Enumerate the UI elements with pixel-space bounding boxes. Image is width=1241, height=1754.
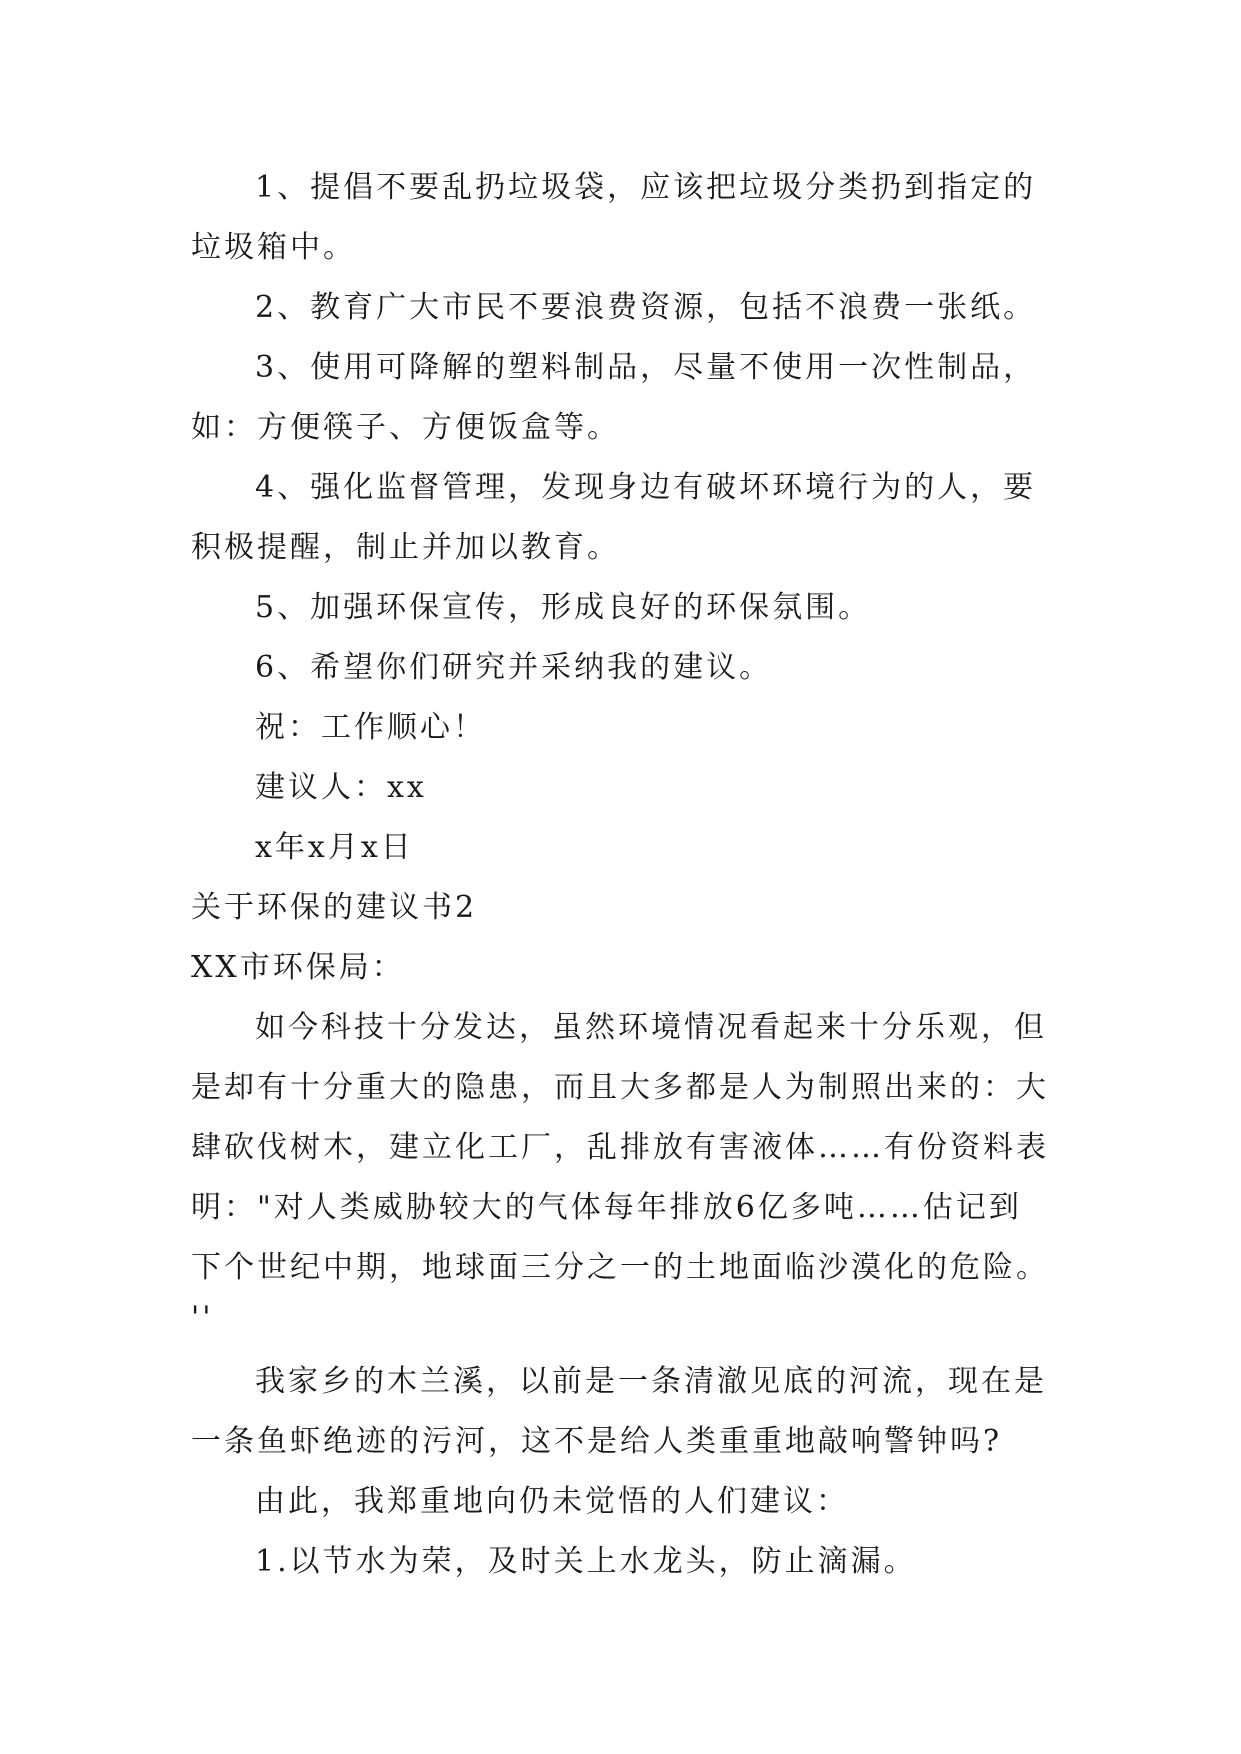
closing-wish: 祝：工作顺心！ (255, 710, 486, 745)
letter2-body1-line3: 肆砍伐树木，建立化工厂，乱排放有害液体……有份资料表 (191, 1130, 1049, 1165)
letter2-body1-line6: '' (191, 1300, 214, 1335)
suggestion-4-line2: 积极提醒，制止并加以教育。 (191, 530, 620, 565)
letter2-body1-line4: 明："对人类威胁较大的气体每年排放6亿多吨……估记到 (191, 1190, 1022, 1225)
letter2-addressee: XX市环保局： (191, 950, 405, 985)
letter2-body2-line1: 我家乡的木兰溪，以前是一条清澈见底的河流，现在是 (255, 1364, 1047, 1399)
suggestion-2: 2、教育广大市民不要浪费资源，包括不浪费一张纸。 (255, 290, 1037, 325)
signer: 建议人：xx (255, 770, 427, 805)
suggestion-5: 5、加强环保宣传，形成良好的环保氛围。 (255, 590, 872, 625)
letter2-body3: 由此，我郑重地向仍未觉悟的人们建议： (255, 1484, 849, 1519)
suggestion-1-line2: 垃圾箱中。 (191, 230, 356, 265)
letter2-item1: 1.以节水为荣，及时关上水龙头，防止滴漏。 (255, 1544, 917, 1579)
paragraph-gap (191, 1338, 1061, 1352)
suggestion-3-line1: 3、使用可降解的塑料制品，尽量不使用一次性制品， (255, 350, 1037, 385)
letter2-body1-line5: 下个世纪中期，地球面三分之一的土地面临沙漠化的危险。 (191, 1250, 1049, 1285)
document-page (191, 158, 1061, 1592)
suggestion-3-line2: 如：方便筷子、方便饭盒等。 (191, 410, 620, 445)
letter2-body2-line2: 一条鱼虾绝迹的污河，这不是给人类重重地敲响警钟吗? (191, 1424, 1003, 1459)
date-line: x年x月x日 (255, 830, 414, 865)
suggestion-1-line1: 1、提倡不要乱扔垃圾袋，应该把垃圾分类扔到指定的 (255, 170, 1037, 205)
suggestion-6: 6、希望你们研究并采纳我的建议。 (255, 650, 773, 685)
letter2-title: 关于环保的建议书2 (191, 890, 478, 925)
suggestion-4-line1: 4、强化监督管理，发现身边有破坏环境行为的人，要 (255, 470, 1037, 505)
letter2-body1-line2: 是却有十分重大的隐患，而且大多都是人为制照出来的：大 (191, 1070, 1049, 1105)
letter2-body1-line1: 如今科技十分发达，虽然环境情况看起来十分乐观，但 (255, 1010, 1047, 1045)
